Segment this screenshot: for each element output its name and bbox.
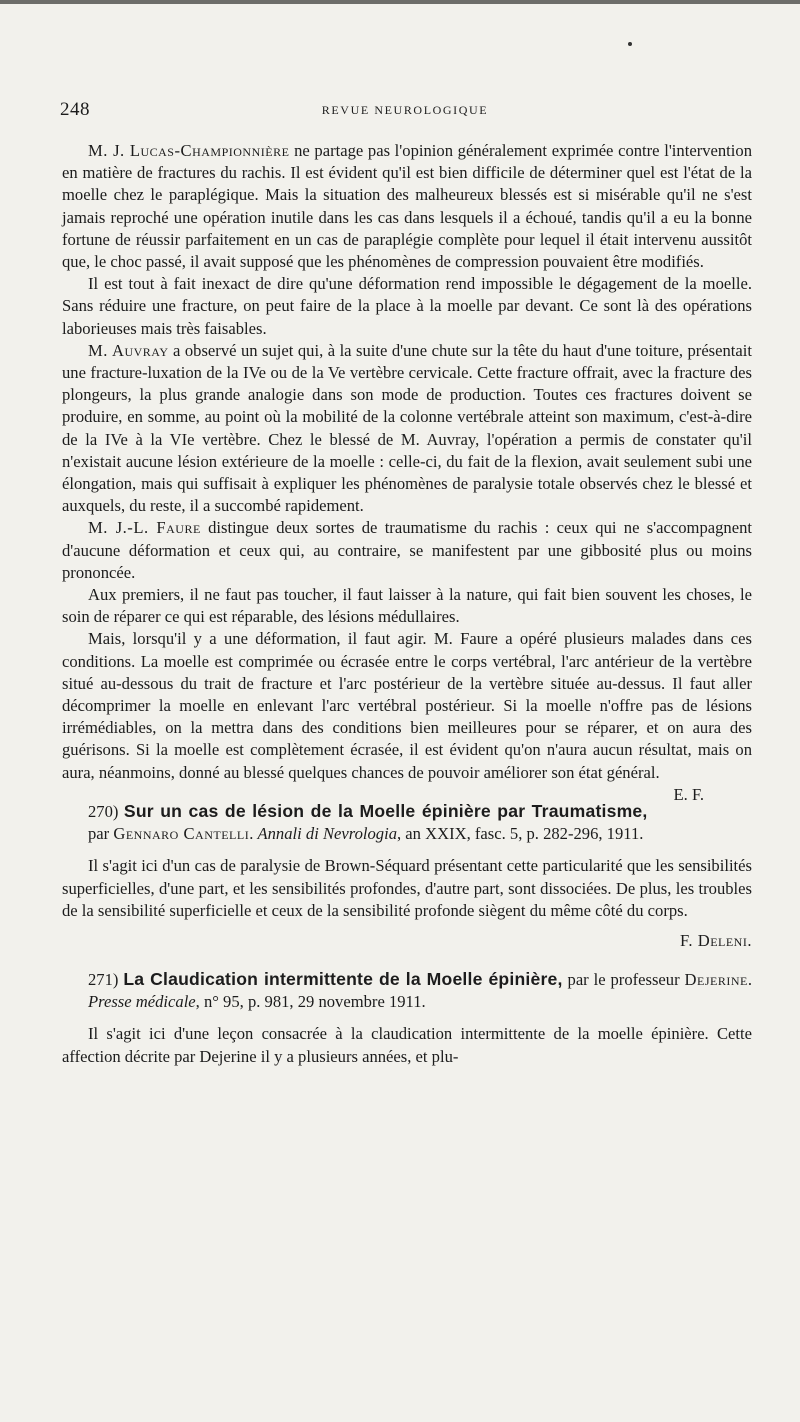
paragraph-auvray — [62, 340, 752, 518]
page-number: 248 — [60, 99, 90, 120]
journal-name: Presse médicale — [88, 992, 196, 1012]
reviewer-signature: E. F. — [673, 784, 704, 804]
abstract-270: Il s'agit ici d'un cas de paralysie de Brown-Séquard présentant cette particularité que les sensibilités superficielles, d'une part, et les sensibilités profondes, d'autre part, sont dissociées. De plus, les troubles de la sensibilité superficielle et ceux de la sensibilité profonde siègent du même côté du corps. — [62, 856, 752, 920]
entry-number: 270) — [88, 801, 119, 821]
abstract-271: Il s'agit ici d'une leçon consacrée à la claudication intermittente de la moelle épinière. Cette affection décrite par Dejerine il y a plusieurs années, et plu- — [62, 1024, 752, 1066]
entry-author: Dejerine — [684, 969, 748, 989]
entry-reference: , n° 95, p. 981, 29 novembre 1911. — [195, 992, 426, 1012]
entry-reference: , an XXIX, fasc. 5, p. 282-296, 1911. — [397, 824, 644, 844]
entry-by: par le professeur — [562, 969, 685, 989]
entry-heading — [88, 968, 752, 1013]
author-name: M. J.-L. Faure — [88, 518, 201, 538]
paragraph-deformation — [62, 628, 752, 804]
entry-title: La Claudication intermittente de la Moelle épinière, — [123, 968, 563, 989]
signature-text: F. Deleni. — [680, 930, 752, 950]
running-title: REVUE NEUROLOGIQUE — [321, 103, 489, 117]
paragraph-text: ne partage pas l'opinion généralement exprimée contre l'intervention en matière de fractures du rachis. Il est évident qu'il est bien difficile de déterminer quel est l'état de la moelle chez le paraplégique. Mais la situation des malheureux blessés est si misérable qu'il ne s'est jamais reproché une opération inutile dans les cas dans lesquels il a échoué, tandis qu'il a eu la bonne fortune de réussir parfaitement en un cas de paraplégie complète pour lequel il était intervenu aussitôt que, le choc passé, il avait supposé que les phénomènes de compression pouvaient être modifiés. — [62, 141, 752, 272]
entry-number: 271) — [88, 969, 119, 989]
review-entry-270 — [62, 800, 752, 845]
journal-name: Annali di Nevrologia — [257, 824, 397, 844]
entry-author: Gennaro Cantelli — [113, 824, 250, 844]
paragraph-faure — [62, 517, 752, 584]
entry-heading — [88, 800, 752, 845]
reviewer-signature-270 — [62, 930, 752, 952]
page-header — [60, 99, 750, 121]
paragraph-lucas-championniere — [62, 140, 752, 273]
print-speck — [628, 42, 632, 46]
paragraph-text: a observé un sujet qui, à la suite d'une chute sur la tête du haut d'une toiture, présentait une fracture-luxation de la IVe ou de la Ve vertèbre cervicale. Cette fracture offrait, avec la fracture des plongeurs, la plus grande analogie dans son mode de production. Toutes ces fractures doivent se produire, en somme, au point où la mobilité de la colonne vertébrale atteint son maximum, c'est-à-dire de la IVe à la VIe vertèbre. Chez le blessé de M. Auvray, l'opération a permis de constater qu'il n'existait aucune lésion extérieure de la moelle : celle-ci, du fait de la flexion, avait seulement subi une élongation, mais qui suffisait à expliquer les phénomènes de paralysie totale observés chez le blessé et auxquels, du reste, il a succombé rapidement. — [62, 340, 753, 516]
paragraph-degagement: Il est tout à fait inexact de dire qu'une déformation rend impossible le dégagement de la moelle. Sans réduire une fracture, on peut faire de la place à la moelle par devant. Ce sont là des opérations laborieuses mais très faisables. — [62, 274, 752, 338]
entry-by: par — [88, 824, 114, 844]
paragraph-text: Mais, lorsqu'il y a une déformation, il faut agir. M. Faure a opéré plusieurs malades dans ces conditions. La moelle est comprimée ou écrasée entre le corps vertébral, l'arc antérieur de la vertèbre situé au-dessous du trait de fracture et l'arc postérieur de la vertèbre située au-dessus. Il faut aller décomprimer la moelle en enlevant l'arc vertébral postérieur. Si la moelle n'offre pas de lésions irrémédiables, on la mettra dans des conditions bien meilleures pour se réparer, et on aura des guérisons. Si la moelle est complètement écrasée, il est évident qu'on n'aura aucun résultat, mais on aura, néanmoins, donné au blessé quelques chances de pouvoir améliorer son état général. — [62, 629, 752, 782]
paragraph-premiers: Aux premiers, il ne faut pas toucher, il faut laisser à la nature, qui fait bien souvent les choses, le soin de réparer ce qui est réparable, des lésions médullaires. — [62, 585, 752, 627]
review-entry-271 — [62, 968, 752, 1013]
paragraph-text: distingue deux sortes de traumatisme du rachis : ceux qui ne s'accompagnent d'aucune déformation et ceux qui, au contraire, se manifestent par une gibbosité plus ou moins prononcée. — [62, 518, 752, 582]
entry-separator: . — [249, 824, 258, 844]
top-edge-rule — [0, 0, 800, 4]
author-name: M. Auvray — [88, 340, 169, 360]
entry-title: Sur un cas de lésion de la Moelle épinière par Traumatisme, — [123, 800, 648, 821]
author-name: M. J. Lucas-Championnière — [88, 141, 290, 160]
entry-separator: . — [747, 969, 752, 989]
article-body — [62, 140, 752, 1068]
